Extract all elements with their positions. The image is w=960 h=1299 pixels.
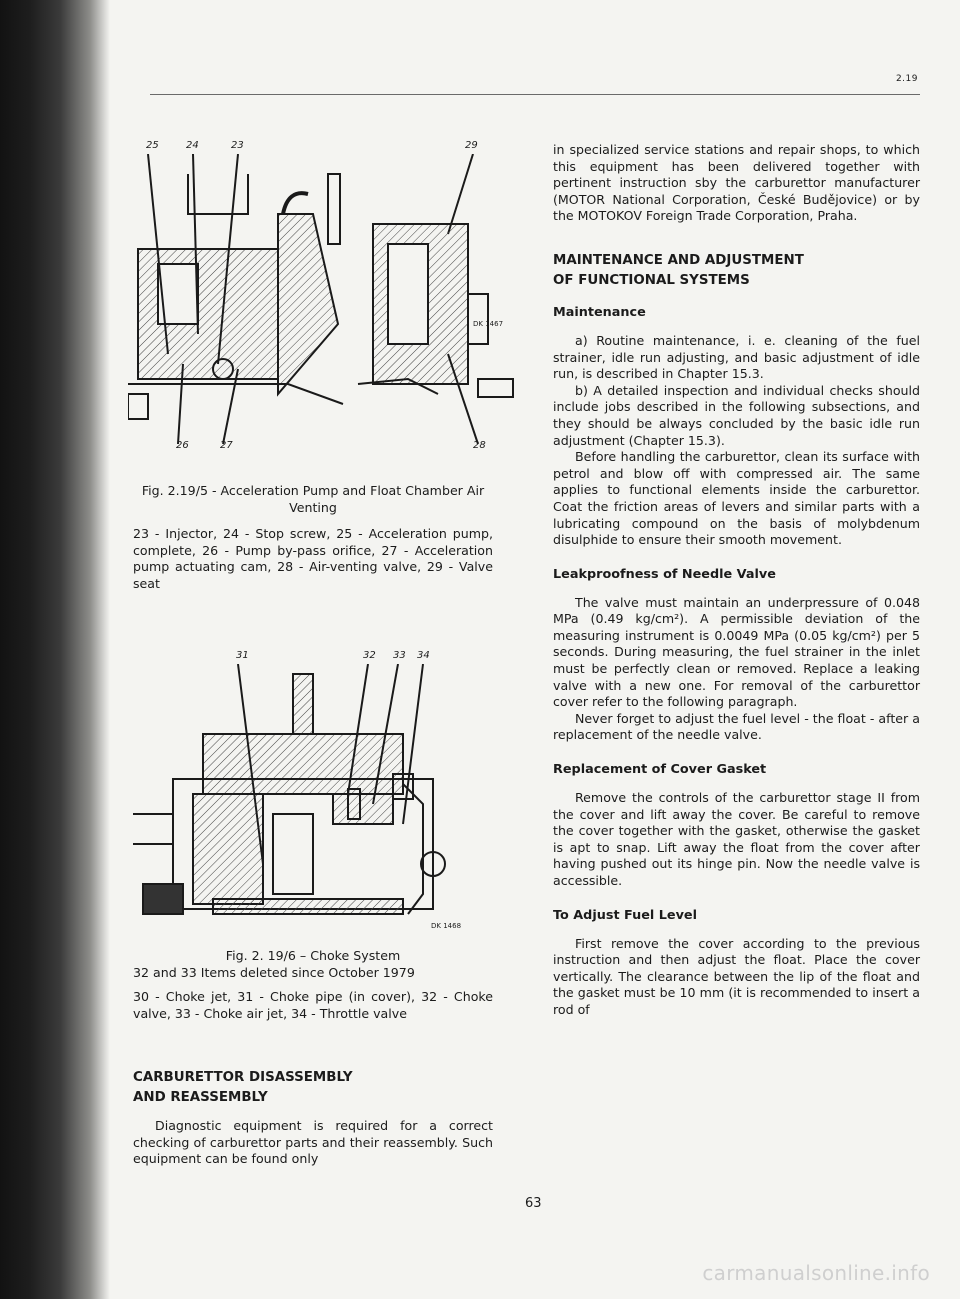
callout-33: 33	[393, 650, 406, 661]
maintenance-b: b) A detailed inspection and individual checks should include jobs described in the following subsections, and they should be always concluded by the basic idle run adjustment (Chapter 15.3).	[553, 382, 920, 448]
subheading-fuel-level: To Adjust Fuel Level	[553, 907, 698, 923]
callout-27: 27	[220, 440, 233, 451]
maintenance-c: Before handling the carburettor, clean its surface with petrol and blow off with compressed air. The same applies to functional elements inside the carburettor. Coat the friction areas of levers and similar parts with a lubricating compound on the basis of molybdenum disulphide to ensure their smooth movement.	[553, 449, 920, 548]
disassembly-heading-line2: AND REASSEMBLY	[133, 1090, 268, 1105]
callout-29: 29	[465, 140, 478, 151]
callout-26: 26	[176, 440, 189, 451]
acceleration-pump-drawing	[128, 154, 518, 454]
maintenance-heading-line1: MAINTENANCE AND ADJUSTMENT	[553, 252, 804, 268]
maintenance-a: a) Routine maintenance, i. e. cleaning of the fuel strainer, idle run adjusting, and basic adjustment of idle run, is described in Chapter 15.3.	[553, 332, 920, 382]
figure2-title: Fig. 2. 19/6 – Choke System	[225, 948, 401, 963]
figure2-note: 32 and 33 Items deleted since October 1979	[133, 964, 415, 980]
subheading-maintenance: Maintenance	[553, 304, 646, 320]
intro-paragraph: in specialized service stations and repair shops, to which this equipment has been delivered together with pertinent instruction sby the carburettor manufacturer (MOTOR National Corporation, České Budějovice) or by the MOTOKOV Foreign Trade Corporation, Praha.	[553, 142, 920, 224]
disassembly-heading-line1: CARBURETTOR DISASSEMBLY	[133, 1070, 353, 1085]
disassembly-paragraph: Diagnostic equipment is required for a correct checking of carburettor parts and their reassembly. Such equipment can be found only	[133, 1118, 493, 1167]
callout-24: 24	[186, 140, 199, 151]
callout-32: 32	[363, 650, 376, 661]
figure-code: DK 1467	[473, 320, 504, 328]
callout-23: 23	[231, 140, 244, 151]
figure-choke-system	[133, 650, 493, 960]
leakproofness-paragraph-1: The valve must maintain an underpressure of 0.048 MPa (0.49 kg/cm²). A permissible deviation of the measuring instrument is 0.0049 MPa (0.05 kg/cm²) per 5 seconds. During measuring, the fuel strainer in the inlet must be perfectly clean or removed. Replace a leaking valve with a new one. For removal of the carburettor cover refer to the following paragraph.	[553, 594, 920, 710]
figure2-code: DK 1468	[431, 922, 462, 930]
figure-acceleration-pump	[128, 140, 518, 470]
header-rule	[150, 94, 920, 95]
choke-system-drawing	[133, 664, 493, 924]
callout-28: 28	[473, 440, 486, 451]
figure1-legend: 23 - Injector, 24 - Stop screw, 25 - Acceleration pump, complete, 26 - Pump by-pass orifice, 27 - Acceleration pump actuating cam, 28 - Air-venting valve, 29 - Valve seat	[133, 526, 493, 591]
subheading-leakproofness: Leakproofness of Needle Valve	[553, 566, 776, 582]
figure2-legend: 30 - Choke jet, 31 - Choke pipe (in cover), 32 - Choke valve, 33 - Choke air jet, 34 - Throttle valve	[133, 989, 493, 1021]
cover-gasket-paragraph: Remove the controls of the carburettor stage II from the cover and lift away the cover. Be careful to remove the cover together with the gasket, otherwise the gasket is apt to snap. Lift away the float from the cover after having pushed out its hinge pin. Now the needle valve is accessible.	[553, 790, 920, 888]
watermark: carmanualsonline.info	[702, 1261, 930, 1285]
section-page-ref: 2.19	[895, 74, 918, 84]
leakproofness-paragraph-2: Never forget to adjust the fuel level - the float - after a replacement of the needle valve.	[553, 710, 920, 743]
figure1-title: Fig. 2.19/5 - Acceleration Pump and Float Chamber Air Venting	[141, 483, 485, 515]
callout-25: 25	[146, 140, 159, 151]
fuel-level-paragraph: First remove the cover according to the previous instruction and then adjust the float. Place the cover vertically. The clearance between the lip of the float and the gasket must be 10 mm (it is recommended to insert a rod of	[553, 935, 920, 1017]
book-binding-shadow	[0, 0, 110, 1299]
page-number: 63	[525, 1196, 542, 1211]
callout-34: 34	[417, 650, 430, 661]
maintenance-heading-line2: OF FUNCTIONAL SYSTEMS	[553, 272, 750, 288]
callout-31: 31	[236, 650, 249, 661]
subheading-cover-gasket: Replacement of Cover Gasket	[553, 762, 767, 778]
